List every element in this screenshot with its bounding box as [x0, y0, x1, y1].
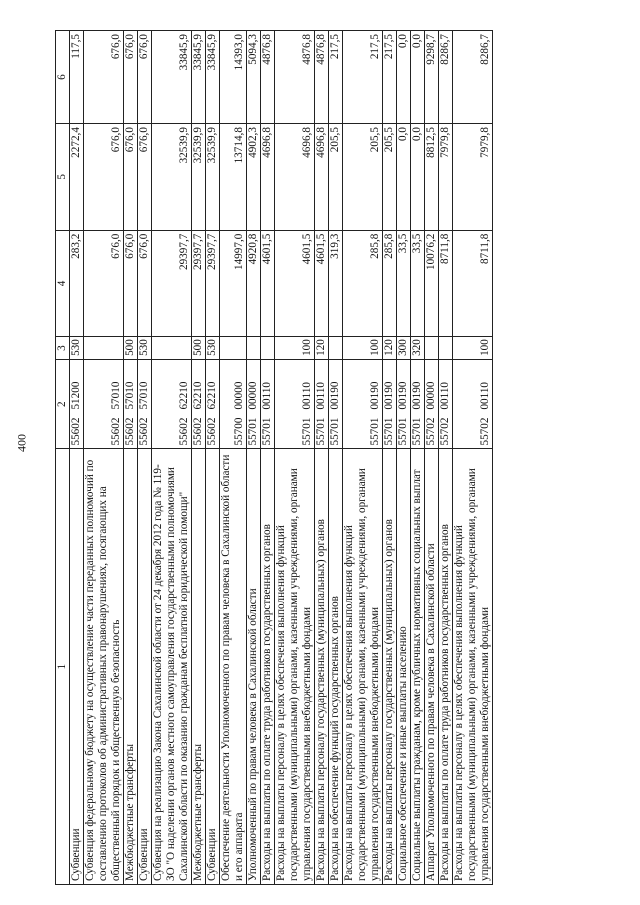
- row-value-col-4: 8711,8: [439, 230, 453, 337]
- code-part-2: 00000: [247, 381, 259, 410]
- table-row: [247, 31, 261, 885]
- row-expense-type: 320: [411, 337, 425, 360]
- row-target-code: [275, 359, 315, 449]
- row-value-col-6: 676,0: [84, 31, 124, 124]
- row-expense-type: [220, 337, 247, 360]
- row-value-col-6: 676,0: [124, 31, 138, 124]
- code-part-1: 55700: [233, 417, 245, 446]
- row-value-col-6: 5094,3: [247, 31, 261, 124]
- row-target-code: [220, 359, 247, 449]
- row-value-col-5: 4696,8: [315, 124, 329, 231]
- code-part-1: 55602: [110, 417, 122, 446]
- row-value-col-6: 217,5: [383, 31, 397, 124]
- code-part-2: 00190: [397, 381, 409, 410]
- header-col-6: 6: [56, 31, 70, 124]
- code-part-1: 55701: [261, 417, 273, 446]
- code-part-1: 55701: [411, 417, 423, 446]
- row-target-code: [192, 359, 206, 449]
- row-name: Расходы на выплаты по оплате труда работников государственных органов: [261, 449, 275, 885]
- row-value-col-6: 8286,7: [453, 31, 493, 124]
- code-part-1: 55701: [397, 417, 409, 446]
- code-part-1: 55701: [315, 417, 327, 446]
- row-value-col-5: 205,5: [343, 124, 383, 231]
- row-name: Социальное обеспечение и иные выплаты населению: [397, 449, 411, 885]
- row-value-col-5: 32539,9: [192, 124, 206, 231]
- row-expense-type: [329, 337, 343, 360]
- code-part-2: 00190: [383, 381, 395, 410]
- code-part-1: 55701: [301, 417, 313, 446]
- row-value-col-5: 4902,3: [247, 124, 261, 231]
- table-row: [397, 31, 411, 885]
- header-row: [56, 31, 70, 885]
- row-value-col-5: 0,0: [411, 124, 425, 231]
- row-target-code: [261, 359, 275, 449]
- code-part-2: 00190: [329, 381, 341, 410]
- row-value-col-5: 0,0: [397, 124, 411, 231]
- row-value-col-5: 8812,5: [425, 124, 439, 231]
- row-expense-type: [439, 337, 453, 360]
- code-part-2: 00000: [425, 381, 437, 410]
- row-target-code: [138, 359, 152, 449]
- row-target-code: [425, 359, 439, 449]
- code-part-2: 62210: [206, 381, 218, 410]
- row-name: Субвенции: [138, 449, 152, 885]
- row-expense-type: 500: [124, 337, 138, 360]
- row-value-col-5: 7979,8: [453, 124, 493, 231]
- row-expense-type: 530: [70, 337, 84, 360]
- row-value-col-6: 33845,9: [152, 31, 192, 124]
- code-part-2: 62210: [178, 381, 190, 410]
- code-part-1: 55602: [178, 417, 190, 446]
- header-col-1: 1: [56, 449, 70, 885]
- row-value-col-4: 29397,7: [192, 230, 206, 337]
- row-value-col-5: 4696,8: [275, 124, 315, 231]
- row-name: Субвенции: [206, 449, 220, 885]
- code-part-1: 55602: [70, 417, 82, 446]
- code-part-1: 55702: [439, 417, 451, 446]
- code-part-2: 62210: [192, 381, 204, 410]
- row-target-code: [411, 359, 425, 449]
- table-row: [192, 31, 206, 885]
- row-value-col-6: 14393,0: [220, 31, 247, 124]
- row-target-code: [124, 359, 138, 449]
- row-value-col-6: 676,0: [138, 31, 152, 124]
- row-name: Социальные выплаты гражданам, кроме публичных нормативных социальных выплат: [411, 449, 425, 885]
- code-part-1: 55701: [383, 417, 395, 446]
- table-row: [425, 31, 439, 885]
- rotated-page: [55, 30, 620, 885]
- row-value-col-6: 33845,9: [206, 31, 220, 124]
- code-part-1: 55602: [206, 417, 218, 446]
- code-part-2: 00000: [233, 381, 245, 410]
- row-name: Субвенции: [70, 449, 84, 885]
- row-expense-type: 500: [192, 337, 206, 360]
- code-part-2: 00110: [479, 381, 491, 410]
- row-value-col-5: 205,5: [329, 124, 343, 231]
- header-col-3: 3: [56, 337, 70, 360]
- table-row: [439, 31, 453, 885]
- code-part-2: 00190: [411, 381, 423, 410]
- table-row: [206, 31, 220, 885]
- row-value-col-5: 676,0: [138, 124, 152, 231]
- row-value-col-4: 14997,0: [220, 230, 247, 337]
- row-value-col-6: 4876,8: [275, 31, 315, 124]
- row-value-col-4: 29397,7: [152, 230, 192, 337]
- table-row: [383, 31, 397, 885]
- row-value-col-5: 13714,8: [220, 124, 247, 231]
- table-row: [453, 31, 493, 885]
- table-row: [343, 31, 383, 885]
- row-expense-type: [247, 337, 261, 360]
- row-value-col-4: 4601,5: [275, 230, 315, 337]
- code-part-2: 57010: [124, 381, 136, 410]
- row-target-code: [247, 359, 261, 449]
- code-part-1: 55701: [247, 417, 259, 446]
- code-part-2: 00110: [301, 381, 313, 410]
- row-value-col-6: 217,5: [343, 31, 383, 124]
- row-expense-type: 100: [453, 337, 493, 360]
- row-name: Расходы на обеспечение функций государственных органов: [329, 449, 343, 885]
- row-name: Расходы на выплаты персоналу в целях обеспечения выполнения функций государственными (муниципальными) органами, казенными учреждениями, органами управления государственными внебюджетными фондами: [275, 449, 315, 885]
- header-col-2: 2: [56, 359, 70, 449]
- table-row: [84, 31, 124, 885]
- row-target-code: [453, 359, 493, 449]
- row-expense-type: 120: [383, 337, 397, 360]
- table-row: [220, 31, 247, 885]
- table-row: [261, 31, 275, 885]
- code-part-2: 00110: [439, 381, 451, 410]
- row-name: Расходы на выплаты по оплате труда работников государственных органов: [439, 449, 453, 885]
- header-col-5: 5: [56, 124, 70, 231]
- row-value-col-4: 4920,8: [247, 230, 261, 337]
- row-expense-type: 530: [206, 337, 220, 360]
- row-value-col-5: 32539,9: [152, 124, 192, 231]
- code-part-1: 55702: [479, 417, 491, 446]
- code-part-1: 55701: [369, 417, 381, 446]
- row-value-col-4: 4601,5: [261, 230, 275, 337]
- row-value-col-4: 676,0: [138, 230, 152, 337]
- row-target-code: [152, 359, 192, 449]
- table-row: [411, 31, 425, 885]
- row-value-col-5: 2272,4: [70, 124, 84, 231]
- row-expense-type: [84, 337, 124, 360]
- row-value-col-4: 283,2: [70, 230, 84, 337]
- row-expense-type: 100: [275, 337, 315, 360]
- row-name: Субвенция федеральному бюджету на осуществление части переданных полномочий по составлению протоколов об административных правонарушениях, посягающих на общественный порядок и общественную безопасность: [84, 449, 124, 885]
- row-value-col-6: 9298,7: [425, 31, 439, 124]
- row-target-code: [70, 359, 84, 449]
- row-value-col-6: 217,5: [329, 31, 343, 124]
- row-target-code: [343, 359, 383, 449]
- row-name: Расходы на выплаты персоналу в целях обеспечения выполнения функций государственными (муниципальными) органами, казенными учреждениями, органами управления государственными внебюджетными фондами: [343, 449, 383, 885]
- code-part-2: 00110: [315, 381, 327, 410]
- row-value-col-4: 33,5: [411, 230, 425, 337]
- row-value-col-5: 676,0: [84, 124, 124, 231]
- row-name: Аппарат Уполномоченного по правам человека в Сахалинской области: [425, 449, 439, 885]
- row-expense-type: 120: [315, 337, 329, 360]
- table-row: [152, 31, 192, 885]
- code-part-2: 57010: [110, 381, 122, 410]
- row-target-code: [206, 359, 220, 449]
- table-row: [138, 31, 152, 885]
- table-row: [124, 31, 138, 885]
- row-value-col-6: 4876,8: [261, 31, 275, 124]
- code-part-2: 00110: [261, 381, 273, 410]
- code-part-1: 55702: [425, 417, 437, 446]
- row-name: Субвенция на реализацию Закона Сахалинской области от 24 декабря 2012 года № 119-ЗО "О наделении органов местного самоуправления государственными полномочиями Сахалинской области по оказанию гражданам бесплатной юридической помощи": [152, 449, 192, 885]
- row-value-col-5: 676,0: [124, 124, 138, 231]
- row-value-col-4: 10076,2: [425, 230, 439, 337]
- row-value-col-6: 8286,7: [439, 31, 453, 124]
- row-value-col-4: 285,8: [343, 230, 383, 337]
- table-row: [329, 31, 343, 885]
- row-expense-type: [261, 337, 275, 360]
- table-row: [275, 31, 315, 885]
- row-expense-type: [425, 337, 439, 360]
- row-value-col-5: 32539,9: [206, 124, 220, 231]
- row-value-col-4: 319,3: [329, 230, 343, 337]
- table-row: [70, 31, 84, 885]
- row-value-col-6: 0,0: [411, 31, 425, 124]
- header-col-4: 4: [56, 230, 70, 337]
- row-value-col-4: 29397,7: [206, 230, 220, 337]
- row-value-col-6: 4876,8: [315, 31, 329, 124]
- row-target-code: [383, 359, 397, 449]
- row-value-col-5: 4696,8: [261, 124, 275, 231]
- row-name: Уполномоченный по правам человека в Сахалинской области: [247, 449, 261, 885]
- row-name: Межбюджетные трансферты: [192, 449, 206, 885]
- row-value-col-4: 4601,5: [315, 230, 329, 337]
- row-expense-type: [152, 337, 192, 360]
- row-value-col-4: 676,0: [84, 230, 124, 337]
- row-expense-type: 100: [343, 337, 383, 360]
- row-name: Расходы на выплаты персоналу в целях обеспечения выполнения функций государственными (муниципальными) органами, казенными учреждениями, органами управления государственными внебюджетными фондами: [453, 449, 493, 885]
- row-value-col-6: 33845,9: [192, 31, 206, 124]
- row-value-col-6: 0,0: [397, 31, 411, 124]
- row-value-col-4: 33,5: [397, 230, 411, 337]
- code-part-1: 55602: [138, 417, 150, 446]
- page-number: 400: [14, 434, 29, 452]
- code-part-2: 51200: [70, 381, 82, 410]
- row-target-code: [315, 359, 329, 449]
- table-row: [315, 31, 329, 885]
- code-part-1: 55602: [124, 417, 136, 446]
- row-target-code: [84, 359, 124, 449]
- row-value-col-5: 7979,8: [439, 124, 453, 231]
- row-name: Межбюджетные трансферты: [124, 449, 138, 885]
- row-name: Обеспечение деятельности Уполномоченного по правам человека в Сахалинской области и его аппарата: [220, 449, 247, 885]
- row-name: Расходы на выплаты персоналу государственных (муниципальных) органов: [383, 449, 397, 885]
- code-part-1: 55701: [329, 417, 341, 446]
- row-target-code: [329, 359, 343, 449]
- row-name: Расходы на выплаты персоналу государственных (муниципальных) органов: [315, 449, 329, 885]
- row-value-col-4: 285,8: [383, 230, 397, 337]
- row-value-col-4: 676,0: [124, 230, 138, 337]
- row-value-col-4: 8711,8: [453, 230, 493, 337]
- row-expense-type: 530: [138, 337, 152, 360]
- row-value-col-6: 117,5: [70, 31, 84, 124]
- code-part-2: 00190: [369, 381, 381, 410]
- row-target-code: [439, 359, 453, 449]
- budget-table: [55, 30, 493, 885]
- row-target-code: [397, 359, 411, 449]
- row-value-col-5: 205,5: [383, 124, 397, 231]
- code-part-2: 57010: [138, 381, 150, 410]
- row-expense-type: 300: [397, 337, 411, 360]
- code-part-1: 55602: [192, 417, 204, 446]
